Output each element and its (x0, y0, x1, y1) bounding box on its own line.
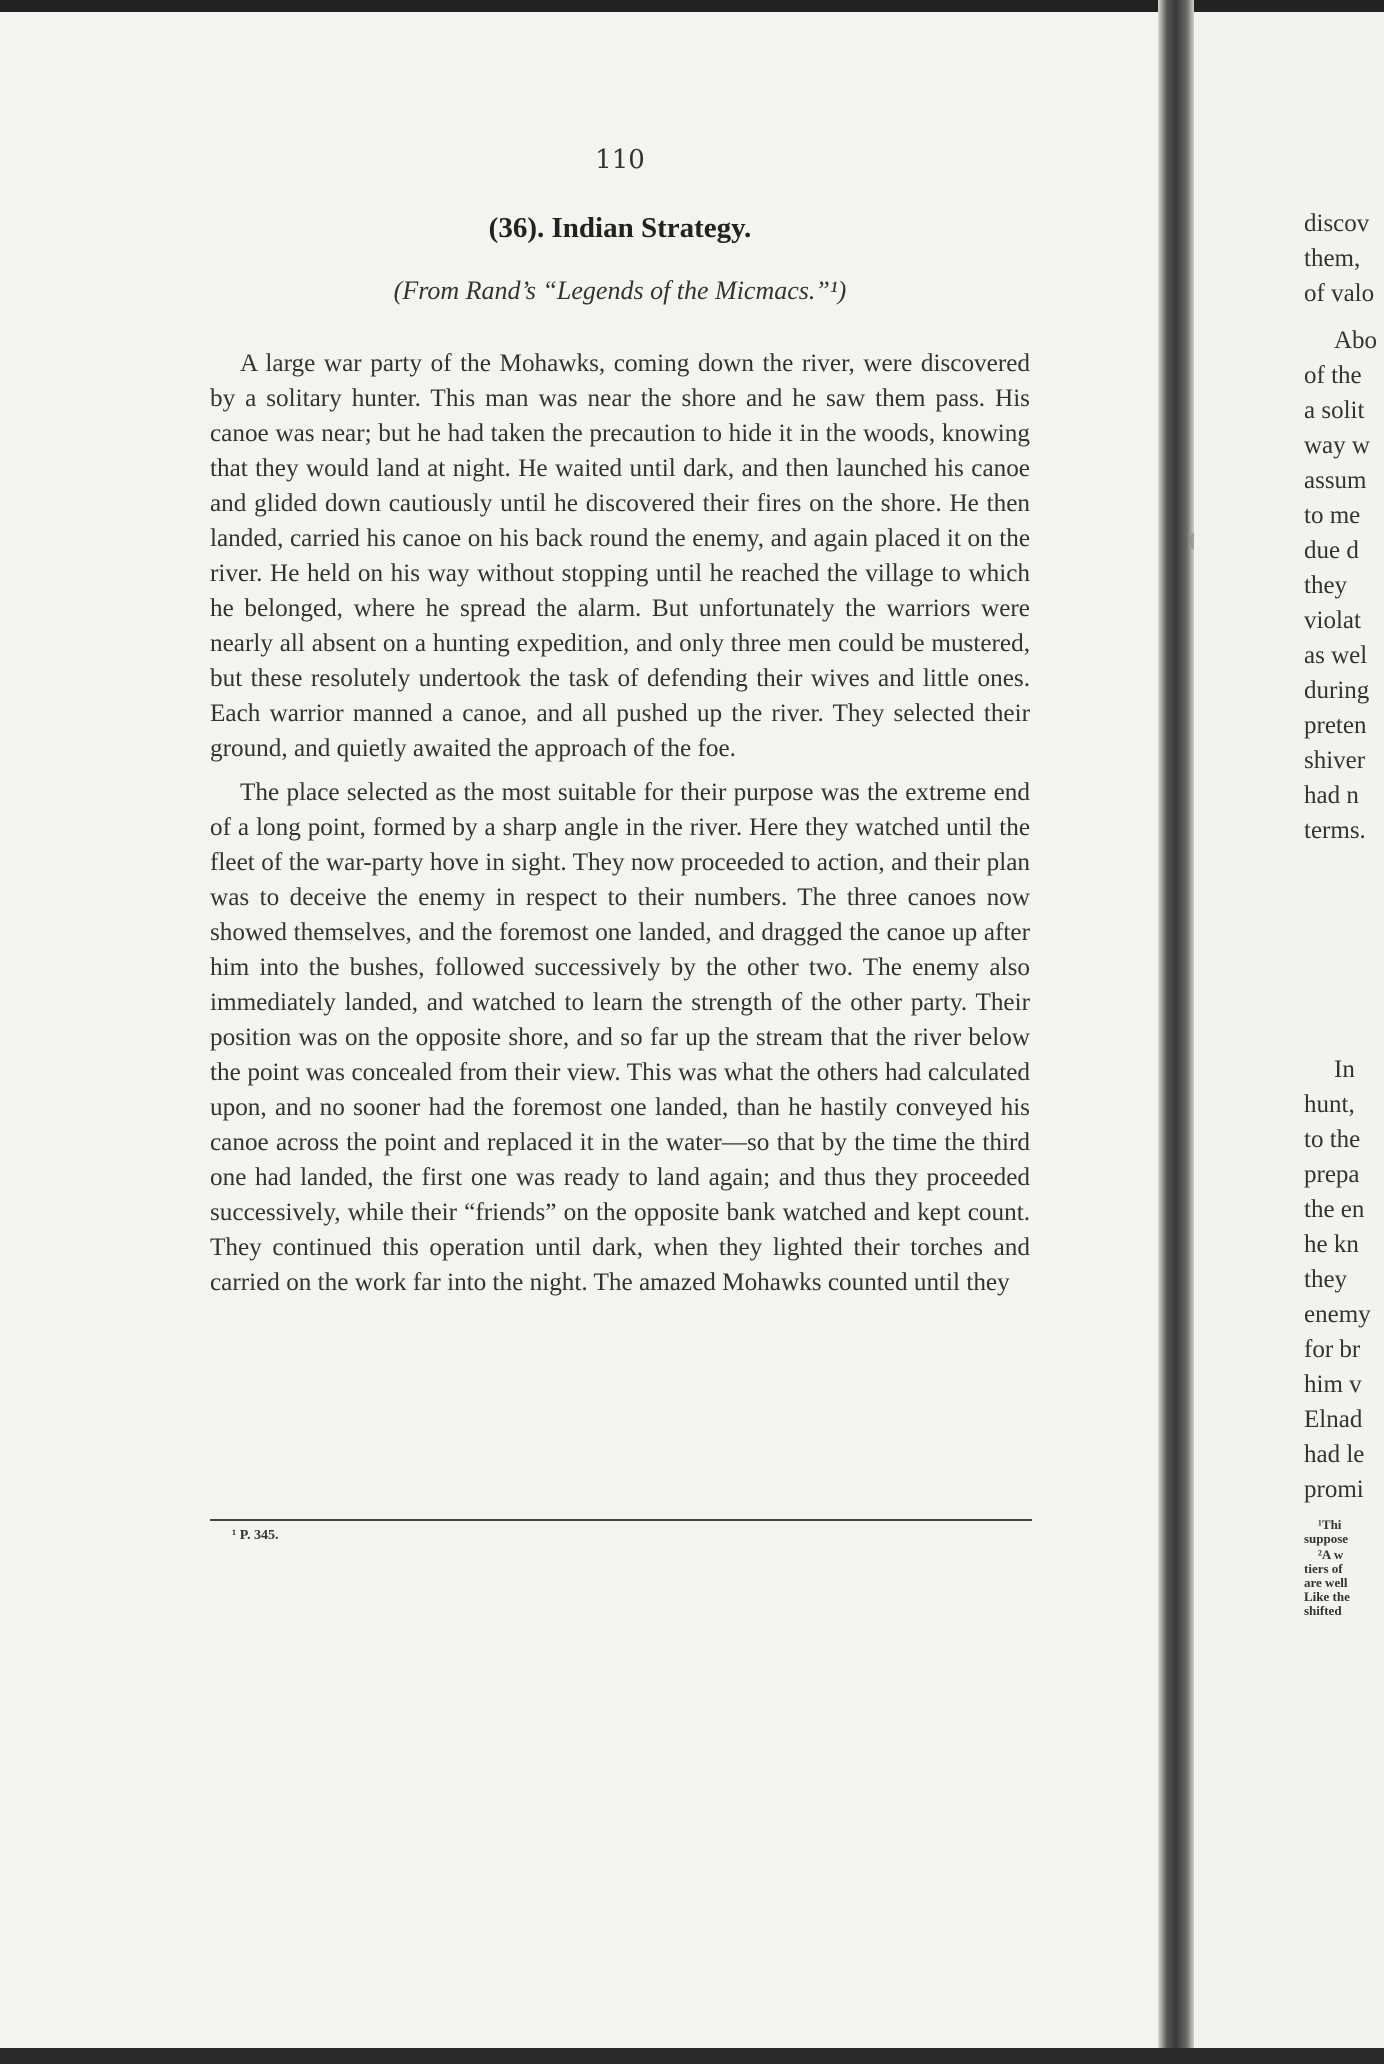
right-line: they (1304, 572, 1348, 599)
right-line: promi (1304, 1476, 1364, 1503)
right-line: for br (1304, 1336, 1361, 1363)
right-line: terms. (1304, 817, 1366, 844)
right-footnote-line: shifted (1304, 1603, 1342, 1618)
right-page-footnotes (1304, 1517, 1350, 1618)
right-footnote-line: tiers of (1304, 1561, 1343, 1576)
right-line: he kn (1304, 1231, 1359, 1258)
right-line: they (1304, 1266, 1348, 1293)
right-line: them, (1304, 245, 1361, 272)
right-footnote-line: ²A w (1318, 1547, 1344, 1562)
right-line: discov (1304, 210, 1370, 237)
right-footnote-line: ¹Thi (1318, 1517, 1342, 1532)
right-line: of valo (1304, 280, 1375, 307)
right-line: to the (1304, 1126, 1361, 1153)
right-line: enemy (1304, 1301, 1371, 1328)
right-line: Elnad (1304, 1406, 1363, 1433)
footnote: ¹ P. 345. (232, 1528, 279, 1543)
right-footnote-line: suppose (1304, 1531, 1349, 1546)
page-number: 110 (595, 145, 645, 175)
scan-bottom-edge (0, 2048, 1384, 2064)
right-line: prepa (1304, 1161, 1360, 1188)
right-page-lines-b (1304, 323, 1377, 848)
body-text (210, 346, 1030, 1309)
right-line: of the (1304, 362, 1362, 389)
right-line: due d (1304, 537, 1359, 564)
right-line: during (1304, 677, 1370, 704)
paragraph-2: The place selected as the most suitable for their purpose was the extreme end of a long point, formed by a sharp angle in the river. Here they watched until the fleet of the war-party hove in sight. They now proceeded to action, and their plan was to deceive the enemy in respect to their numbers. The three canoes now showed themselves, and the foremost one landed, and dragged the canoe up after him into the bushes, followed successively by the other two. The enemy also immediately landed, and watched to learn the strength of the other party. Their position was on the opposite shore, and so far up the stream that the river below the point was concealed from their view. This was what the others had calculated upon, and no sooner had the foremost one landed, than he hastily conveyed his canoe across the point and replaced it in the water—so that by the time the third one had landed, the first one was ready to land again; and thus they proceeded successively, while their “friends” on the opposite bank watched and kept count. They continued this operation until dark, when they lighted their torches and carried on the work far into the night. The amazed Mohawks counted until they (210, 779, 1030, 1296)
right-line: to me (1304, 502, 1361, 529)
book-gutter (1158, 0, 1194, 2064)
right-line: had n (1304, 782, 1359, 809)
right-line: him v (1304, 1371, 1362, 1398)
right-line: preten (1304, 712, 1367, 739)
right-page (1194, 12, 1384, 2052)
right-line: Abo (1334, 327, 1378, 354)
chapter-title: (36). Indian Strategy. (488, 212, 752, 244)
right-page-lines-a (1304, 206, 1374, 311)
right-line: a solit (1304, 397, 1365, 424)
right-line: shiver (1304, 747, 1366, 774)
right-page-lines-c (1304, 1052, 1371, 1507)
right-line: had le (1304, 1441, 1365, 1468)
right-line: way w (1304, 432, 1370, 459)
right-line: hunt, (1304, 1091, 1355, 1118)
right-line: assum (1304, 467, 1367, 494)
footnote-rule (210, 1519, 1032, 1521)
right-line: the en (1304, 1196, 1365, 1223)
right-line: as wel (1304, 642, 1368, 669)
chapter-subtitle: (From Rand’s “Legends of the Micmacs.”¹) (393, 276, 847, 305)
paragraph-1: A large war party of the Mohawks, coming down the river, were discovered by a solitary hunter. This man was near the shore and he saw them pass. His canoe was near; but he had taken the precaution to hide it in the woods, knowing that they would land at night. He waited until dark, and then launched his canoe and glided down cautiously until he discovered their fires on the shore. He then landed, carried his canoe on his back round the enemy, and again placed it on the river. He held on his way without stopping until he reached the village to which he belonged, where he spread the alarm. But unfortunately the warriors were nearly all absent on a hunting expedition, and only three men could be mustered, but these resolutely undertook the task of defending their wives and little ones. Each warrior manned a canoe, and all pushed up the river. They selected their ground, and quietly awaited the approach of the foe. (210, 350, 1030, 762)
right-line: violat (1304, 607, 1361, 634)
right-footnote-line: Like the (1304, 1589, 1350, 1604)
right-line: In (1334, 1056, 1355, 1083)
right-footnote-line: are well (1304, 1575, 1348, 1590)
